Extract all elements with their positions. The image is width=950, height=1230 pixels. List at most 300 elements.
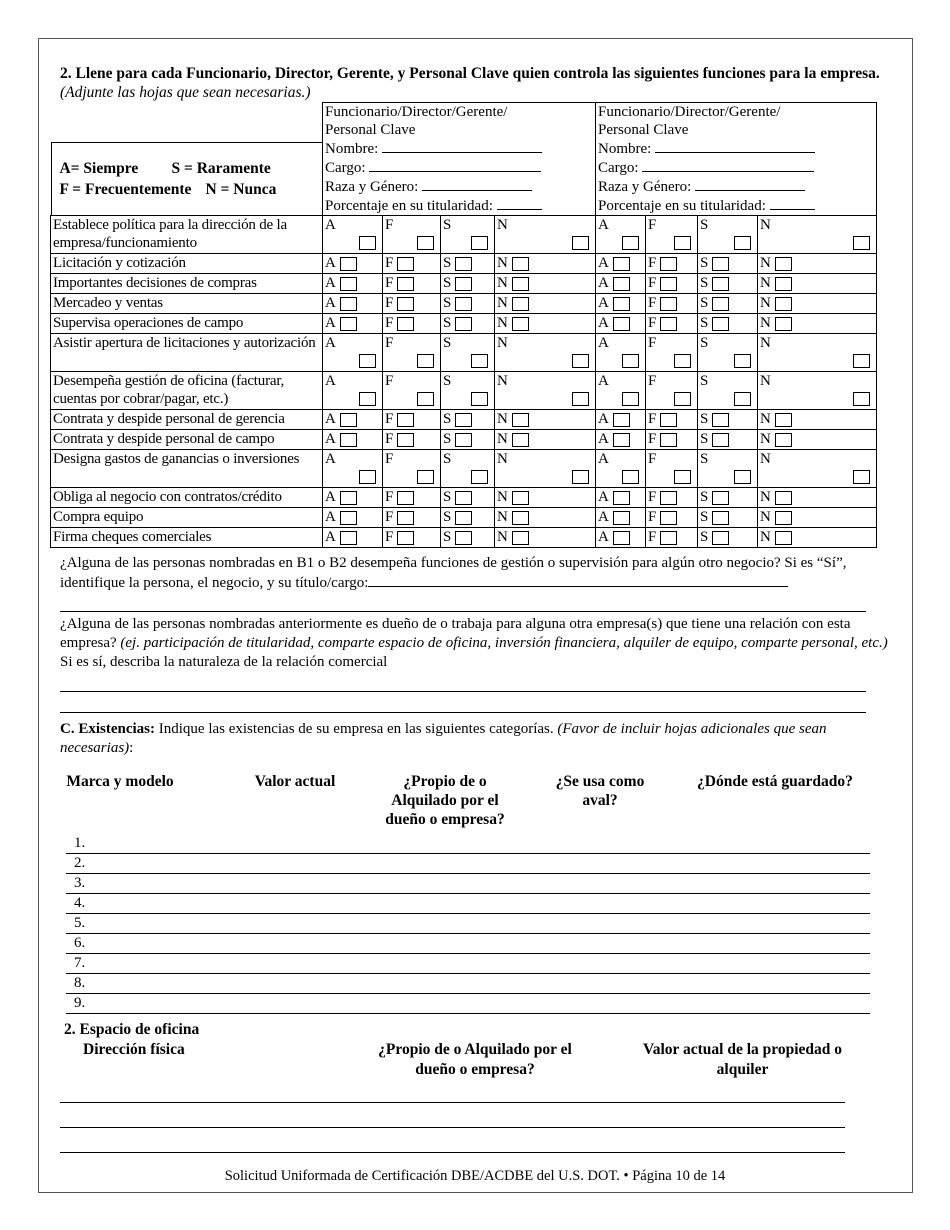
- ownership-percent-field[interactable]: Porcentaje en su titularidad:: [598, 196, 876, 215]
- option-letter: A: [598, 411, 609, 427]
- rating-cell: [441, 254, 495, 274]
- checkbox[interactable]: [397, 277, 414, 291]
- function-label: Contrata y despide personal de gerencia: [51, 410, 323, 430]
- option-letter: S: [700, 529, 709, 545]
- option-letter: N: [497, 509, 508, 525]
- rating-cell: [596, 372, 646, 410]
- checkbox[interactable]: [660, 413, 677, 427]
- rating-cell: [323, 430, 383, 450]
- checkbox[interactable]: [674, 354, 691, 368]
- checkbox[interactable]: [712, 531, 729, 545]
- rating-cell: [646, 216, 698, 254]
- checkbox[interactable]: [512, 257, 529, 271]
- option-letter: N: [760, 275, 771, 291]
- checkbox[interactable]: [674, 236, 691, 250]
- function-label: Establece política para la dirección de la empresa/funcionamiento: [51, 216, 323, 254]
- option-letter: F: [385, 295, 394, 311]
- answer-line[interactable]: [368, 573, 788, 587]
- option-letter: N: [497, 373, 508, 389]
- rating-cell: [646, 450, 698, 488]
- checkbox[interactable]: [613, 531, 630, 545]
- title-field[interactable]: Cargo:: [325, 158, 595, 177]
- checkbox[interactable]: [572, 392, 589, 406]
- asset-row[interactable]: 6.: [66, 934, 870, 954]
- rating-cell: [495, 294, 596, 314]
- rating-cell: [495, 410, 596, 430]
- option-letter: F: [385, 509, 394, 525]
- rating-cell: [323, 508, 383, 528]
- option-letter: F: [385, 255, 394, 271]
- section-c-note: (Favor de incluir hojas adicionales que sean necesarias): [60, 721, 827, 756]
- checkbox[interactable]: [622, 236, 639, 250]
- option-letter: F: [385, 335, 394, 351]
- option-letter: N: [760, 451, 771, 467]
- option-letter: S: [443, 411, 452, 427]
- name-field[interactable]: Nombre:: [598, 139, 876, 158]
- rating-cell: [758, 430, 877, 450]
- checkbox[interactable]: [471, 392, 488, 406]
- checkbox[interactable]: [397, 531, 414, 545]
- answer-line[interactable]: [60, 691, 866, 692]
- rating-cell: [758, 314, 877, 334]
- legend-a: A= Siempre: [59, 160, 139, 177]
- rating-cell: [441, 372, 495, 410]
- checkbox[interactable]: [734, 470, 751, 484]
- option-letter: N: [760, 411, 771, 427]
- checkbox[interactable]: [340, 491, 357, 505]
- rating-cell: [698, 314, 758, 334]
- option-letter: N: [760, 529, 771, 545]
- checkbox[interactable]: [712, 511, 729, 525]
- checkbox[interactable]: [853, 392, 870, 406]
- checkbox[interactable]: [455, 413, 472, 427]
- function-label: Firma cheques comerciales: [51, 528, 323, 548]
- option-letter: S: [443, 489, 452, 505]
- rating-cell: [323, 216, 383, 254]
- checkbox[interactable]: [471, 354, 488, 368]
- checkbox[interactable]: [613, 511, 630, 525]
- checkbox[interactable]: [613, 277, 630, 291]
- checkbox[interactable]: [512, 317, 529, 331]
- checkbox[interactable]: [455, 257, 472, 271]
- checkbox[interactable]: [417, 236, 434, 250]
- option-letter: N: [760, 489, 771, 505]
- function-label: Asistir apertura de licitaciones y autorización: [51, 334, 323, 372]
- checkbox[interactable]: [712, 491, 729, 505]
- checkbox[interactable]: [572, 236, 589, 250]
- option-letter: S: [443, 529, 452, 545]
- checkbox[interactable]: [734, 236, 751, 250]
- checkbox[interactable]: [572, 354, 589, 368]
- checkbox[interactable]: [455, 531, 472, 545]
- rating-cell: [441, 274, 495, 294]
- checkbox[interactable]: [775, 413, 792, 427]
- function-row: [51, 450, 877, 488]
- checkbox[interactable]: [775, 491, 792, 505]
- checkbox[interactable]: [712, 433, 729, 447]
- asset-row[interactable]: 9.: [66, 994, 870, 1014]
- rating-cell: [495, 372, 596, 410]
- rating-cell: [383, 216, 441, 254]
- punct: :: [129, 740, 134, 756]
- rating-cell: [383, 488, 441, 508]
- option-letter: S: [700, 275, 709, 291]
- rating-cell: [758, 254, 877, 274]
- rating-cell: [646, 314, 698, 334]
- question-text-2: Si es sí, describa la naturaleza de la relación comercial: [60, 654, 388, 670]
- function-label: Designa gastos de ganancias o inversiones: [51, 450, 323, 488]
- checkbox[interactable]: [660, 433, 677, 447]
- section-c-heading: C. Existencias:: [60, 721, 155, 737]
- rating-cell: [646, 508, 698, 528]
- checkbox[interactable]: [613, 297, 630, 311]
- checkbox[interactable]: [340, 531, 357, 545]
- asset-row[interactable]: 7.: [66, 954, 870, 974]
- option-letter: A: [325, 451, 336, 467]
- option-letter: A: [598, 529, 609, 545]
- option-letter: A: [598, 431, 609, 447]
- office-line[interactable]: [60, 1102, 845, 1103]
- checkbox[interactable]: [775, 511, 792, 525]
- asset-row[interactable]: 8.: [66, 974, 870, 994]
- checkbox[interactable]: [455, 433, 472, 447]
- option-letter: F: [648, 451, 657, 467]
- option-letter: A: [598, 335, 609, 351]
- checkbox[interactable]: [660, 491, 677, 505]
- checkbox[interactable]: [455, 317, 472, 331]
- checkbox[interactable]: [853, 354, 870, 368]
- checkbox[interactable]: [417, 392, 434, 406]
- rating-cell: [441, 334, 495, 372]
- option-letter: A: [598, 509, 609, 525]
- checkbox[interactable]: [775, 433, 792, 447]
- asset-row[interactable]: 2.: [66, 854, 870, 874]
- legend-n: N = Nunca: [205, 181, 277, 198]
- checkbox[interactable]: [622, 392, 639, 406]
- rating-cell: [383, 372, 441, 410]
- col-collateral: ¿Se usa como aval?: [555, 773, 645, 809]
- checkbox[interactable]: [613, 491, 630, 505]
- legend: [51, 142, 323, 215]
- checkbox[interactable]: [397, 317, 414, 331]
- option-letter: N: [497, 431, 508, 447]
- ownership-percent-field[interactable]: Porcentaje en su titularidad:: [325, 196, 595, 215]
- checkbox[interactable]: [512, 511, 529, 525]
- checkbox[interactable]: [359, 236, 376, 250]
- section-c-text: Indique las existencias de su empresa en las siguientes categorías.: [158, 721, 554, 737]
- option-letter: A: [598, 255, 609, 271]
- rating-cell: [495, 334, 596, 372]
- option-letter: F: [648, 295, 657, 311]
- page-footer: Solicitud Uniformada de Certificación DBE/ACDBE del U.S. DOT. • Página 10 de 14: [224, 1168, 726, 1184]
- checkbox[interactable]: [572, 470, 589, 484]
- checkbox[interactable]: [775, 297, 792, 311]
- function-label: Importantes decisiones de compras: [51, 274, 323, 294]
- function-row: [51, 410, 877, 430]
- option-letter: N: [497, 411, 508, 427]
- rating-cell: [698, 254, 758, 274]
- person-title: Funcionario/Director/Gerente/ Personal Clave: [325, 104, 508, 138]
- asset-row[interactable]: 4.: [66, 894, 870, 914]
- option-letter: A: [325, 217, 336, 233]
- checkbox[interactable]: [471, 236, 488, 250]
- checkbox[interactable]: [512, 491, 529, 505]
- checkbox[interactable]: [660, 257, 677, 271]
- asset-row[interactable]: 1.: [66, 834, 870, 854]
- option-letter: N: [497, 335, 508, 351]
- name-field[interactable]: Nombre:: [325, 139, 595, 158]
- function-label: Compra equipo: [51, 508, 323, 528]
- option-letter: F: [648, 431, 657, 447]
- rating-cell: [758, 410, 877, 430]
- rating-cell: [698, 430, 758, 450]
- rating-cell: [383, 430, 441, 450]
- legend-s: S = Raramente: [171, 160, 271, 177]
- checkbox[interactable]: [512, 277, 529, 291]
- option-letter: A: [598, 295, 609, 311]
- checkbox[interactable]: [455, 277, 472, 291]
- rating-cell: [758, 450, 877, 488]
- rating-cell: [698, 294, 758, 314]
- rating-cell: [495, 314, 596, 334]
- race-gender-field[interactable]: Raza y Género:: [598, 177, 876, 196]
- option-letter: A: [325, 529, 336, 545]
- checkbox[interactable]: [455, 297, 472, 311]
- checkbox[interactable]: [712, 277, 729, 291]
- function-row: [51, 430, 877, 450]
- option-letter: F: [385, 275, 394, 291]
- rating-cell: [441, 314, 495, 334]
- checkbox[interactable]: [775, 277, 792, 291]
- checkbox[interactable]: [660, 531, 677, 545]
- rating-cell: [323, 528, 383, 548]
- answer-line[interactable]: [60, 712, 866, 713]
- option-letter: S: [700, 295, 709, 311]
- rating-cell: [758, 508, 877, 528]
- rating-cell: [698, 410, 758, 430]
- option-letter: S: [700, 255, 709, 271]
- option-letter: F: [648, 411, 657, 427]
- function-label: Mercadeo y ventas: [51, 294, 323, 314]
- checkbox[interactable]: [397, 297, 414, 311]
- option-letter: F: [385, 431, 394, 447]
- checkbox[interactable]: [340, 433, 357, 447]
- checkbox[interactable]: [512, 433, 529, 447]
- checkbox[interactable]: [397, 491, 414, 505]
- checkbox[interactable]: [340, 511, 357, 525]
- checkbox[interactable]: [340, 297, 357, 311]
- checkbox[interactable]: [340, 413, 357, 427]
- checkbox[interactable]: [660, 317, 677, 331]
- option-letter: N: [497, 255, 508, 271]
- function-label: Licitación y cotización: [51, 254, 323, 274]
- rating-cell: [596, 216, 646, 254]
- col-current-value: Valor actual: [254, 773, 336, 790]
- checkbox[interactable]: [712, 317, 729, 331]
- rating-cell: [698, 528, 758, 548]
- option-letter: F: [385, 451, 394, 467]
- checkbox[interactable]: [734, 392, 751, 406]
- checkbox[interactable]: [613, 433, 630, 447]
- checkbox[interactable]: [471, 470, 488, 484]
- col-brand-model: Marca y modelo: [66, 773, 174, 790]
- rating-cell: [383, 334, 441, 372]
- rating-cell: [323, 334, 383, 372]
- checkbox[interactable]: [359, 354, 376, 368]
- functions-table: [50, 102, 877, 548]
- office-line[interactable]: [60, 1152, 845, 1153]
- rating-cell: [495, 508, 596, 528]
- function-row: [51, 334, 877, 372]
- rating-cell: [646, 334, 698, 372]
- rating-cell: [596, 314, 646, 334]
- checkbox[interactable]: [455, 491, 472, 505]
- rating-cell: [596, 528, 646, 548]
- option-letter: A: [325, 431, 336, 447]
- rating-cell: [758, 216, 877, 254]
- checkbox[interactable]: [613, 257, 630, 271]
- option-letter: S: [443, 275, 452, 291]
- rating-cell: [495, 254, 596, 274]
- office-space-title: [64, 1020, 199, 1060]
- rating-cell: [495, 216, 596, 254]
- checkbox[interactable]: [712, 257, 729, 271]
- option-letter: A: [325, 335, 336, 351]
- checkbox[interactable]: [340, 277, 357, 291]
- rating-cell: [758, 372, 877, 410]
- rating-cell: [596, 334, 646, 372]
- option-letter: S: [443, 335, 452, 351]
- checkbox[interactable]: [853, 470, 870, 484]
- asset-row[interactable]: 3.: [66, 874, 870, 894]
- rating-cell: [596, 274, 646, 294]
- checkbox[interactable]: [622, 354, 639, 368]
- rating-cell: [383, 410, 441, 430]
- rating-cell: [646, 410, 698, 430]
- checkbox[interactable]: [775, 257, 792, 271]
- checkbox[interactable]: [397, 413, 414, 427]
- function-row: [51, 254, 877, 274]
- checkbox[interactable]: [734, 354, 751, 368]
- form-content: [50, 64, 900, 1185]
- option-letter: F: [385, 411, 394, 427]
- option-letter: S: [700, 373, 709, 389]
- office-title: 2. Espacio de oficina: [64, 1021, 200, 1038]
- col-property-value: Valor actual de la propiedad o alquiler: [642, 1041, 843, 1078]
- checkbox[interactable]: [455, 511, 472, 525]
- option-letter: N: [497, 295, 508, 311]
- rating-cell: [495, 430, 596, 450]
- checkbox[interactable]: [775, 531, 792, 545]
- checkbox[interactable]: [340, 257, 357, 271]
- option-letter: A: [325, 255, 336, 271]
- checkbox[interactable]: [397, 511, 414, 525]
- option-letter: F: [385, 315, 394, 331]
- option-letter: N: [760, 335, 771, 351]
- checkbox[interactable]: [417, 470, 434, 484]
- option-letter: F: [385, 217, 394, 233]
- function-label: Contrata y despide personal de campo: [51, 430, 323, 450]
- rating-cell: [758, 334, 877, 372]
- checkbox[interactable]: [340, 317, 357, 331]
- checkbox[interactable]: [613, 413, 630, 427]
- rating-cell: [383, 294, 441, 314]
- option-letter: N: [760, 255, 771, 271]
- option-letter: N: [760, 431, 771, 447]
- option-letter: S: [443, 509, 452, 525]
- rating-cell: [441, 430, 495, 450]
- checkbox[interactable]: [622, 470, 639, 484]
- checkbox[interactable]: [359, 470, 376, 484]
- checkbox[interactable]: [660, 511, 677, 525]
- rating-cell: [383, 274, 441, 294]
- checkbox[interactable]: [660, 297, 677, 311]
- checkbox[interactable]: [712, 413, 729, 427]
- rating-cell: [698, 488, 758, 508]
- function-row: [51, 508, 877, 528]
- option-letter: F: [648, 275, 657, 291]
- option-letter: N: [760, 509, 771, 525]
- checkbox[interactable]: [674, 470, 691, 484]
- option-letter: A: [598, 275, 609, 291]
- function-row: [51, 488, 877, 508]
- option-letter: N: [497, 315, 508, 331]
- option-letter: A: [325, 315, 336, 331]
- rating-cell: [758, 528, 877, 548]
- rating-cell: [323, 254, 383, 274]
- option-letter: N: [497, 451, 508, 467]
- rating-cell: [441, 528, 495, 548]
- function-row: [51, 294, 877, 314]
- rating-cell: [596, 254, 646, 274]
- checkbox[interactable]: [775, 317, 792, 331]
- option-letter: S: [443, 315, 452, 331]
- rating-cell: [698, 372, 758, 410]
- checkbox[interactable]: [397, 257, 414, 271]
- checkbox[interactable]: [397, 433, 414, 447]
- assets-column-headers: [50, 772, 900, 834]
- rating-cell: [758, 488, 877, 508]
- rating-cell: [646, 274, 698, 294]
- checkbox[interactable]: [417, 354, 434, 368]
- option-letter: F: [648, 509, 657, 525]
- person-1-header: [323, 103, 596, 216]
- asset-row[interactable]: 5.: [66, 914, 870, 934]
- checkbox[interactable]: [712, 297, 729, 311]
- checkbox[interactable]: [359, 392, 376, 406]
- race-gender-field[interactable]: Raza y Género:: [325, 177, 595, 196]
- rating-cell: [646, 254, 698, 274]
- answer-line[interactable]: [60, 611, 866, 612]
- title-field[interactable]: Cargo:: [598, 158, 876, 177]
- checkbox[interactable]: [613, 317, 630, 331]
- checkbox[interactable]: [512, 531, 529, 545]
- office-line[interactable]: [60, 1127, 845, 1128]
- option-letter: S: [443, 217, 452, 233]
- question-related-company: [60, 615, 900, 672]
- checkbox[interactable]: [674, 392, 691, 406]
- rating-cell: [441, 294, 495, 314]
- rating-cell: [646, 294, 698, 314]
- option-letter: A: [325, 295, 336, 311]
- option-letter: F: [648, 255, 657, 271]
- checkbox[interactable]: [512, 297, 529, 311]
- checkbox[interactable]: [660, 277, 677, 291]
- question-note: (ej. participación de titularidad, comparte espacio de oficina, inversión financiera, alquiler de equipo, comparte personal, etc.): [120, 635, 888, 651]
- option-letter: A: [325, 509, 336, 525]
- checkbox[interactable]: [512, 413, 529, 427]
- checkbox[interactable]: [853, 236, 870, 250]
